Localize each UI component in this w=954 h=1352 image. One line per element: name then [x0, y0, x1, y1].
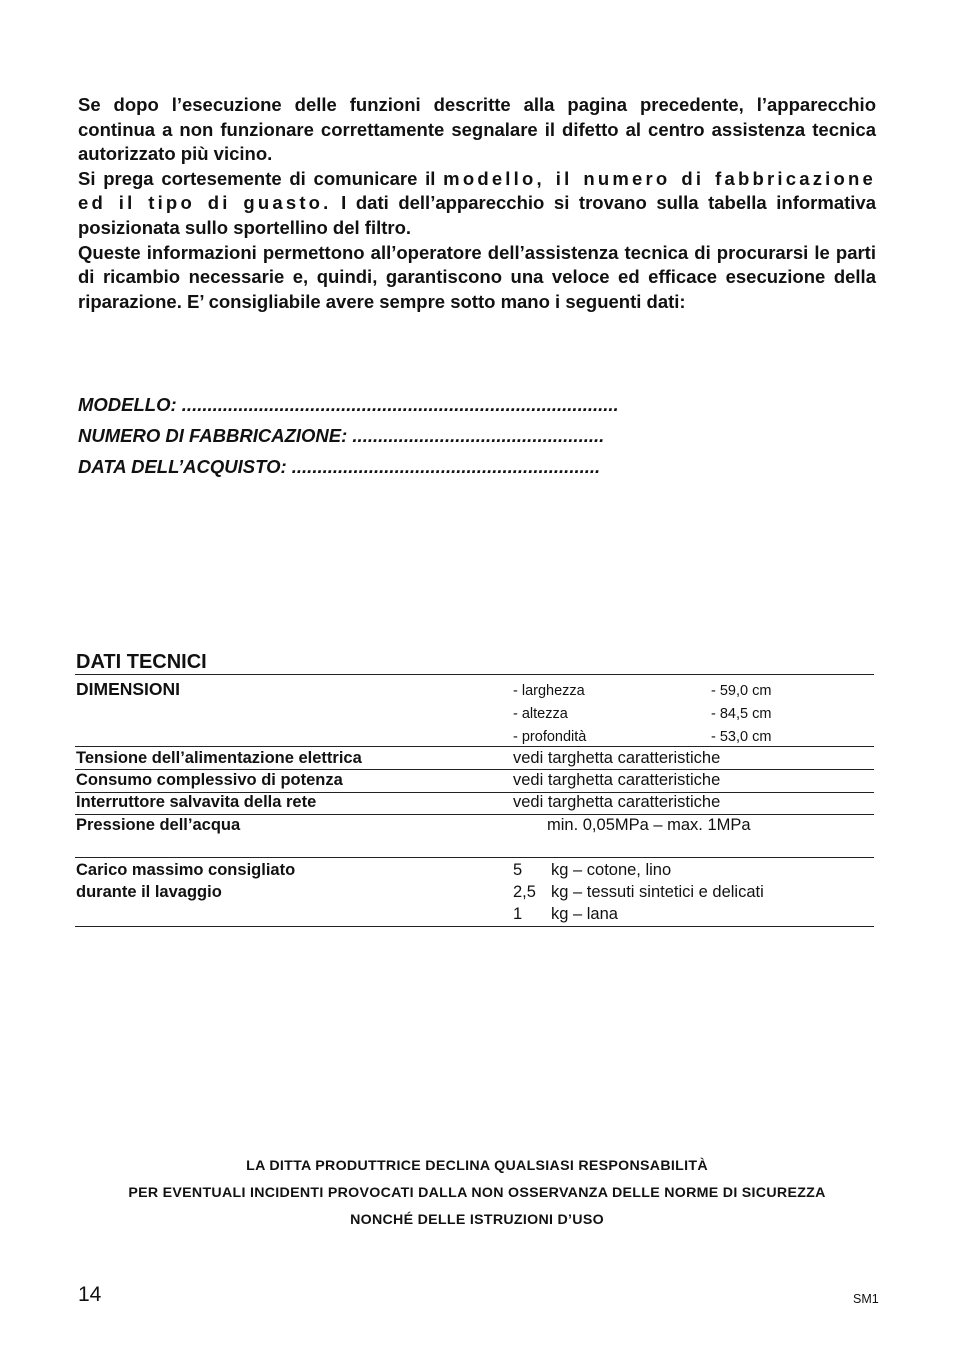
disclaimer-line-2: PER EVENTUALI INCIDENTI PROVOCATI DALLA NON OSSERVANZA DELLE NORME DI SICUREZZA [128, 1185, 826, 1201]
table-row [75, 793, 874, 815]
field-data-dots: ............................................................ [291, 456, 601, 477]
row-label: Consumo complessivo di potenza [76, 771, 343, 789]
dimension-value: - 53,0 cm [711, 729, 772, 745]
row-value: vedi targhetta caratteristiche [513, 771, 721, 789]
field-numero-label: NUMERO DI FABBRICAZIONE: [78, 425, 348, 446]
load-item [513, 881, 853, 903]
dimension-item [513, 682, 833, 705]
row-label: Pressione dell’acqua [76, 816, 241, 834]
intro-paragraph-3: Queste informazioni permettono all’operatore dell’assistenza tecnica di procurarsi le parti di ricambio necessarie e, quindi, garantiscono una veloce ed efficace esecuzione della riparazione. E’ consigliabile avere sempre sotto mano i seguenti dati: [78, 241, 876, 312]
load-desc: kg – lana [551, 905, 618, 923]
load-label [76, 859, 295, 903]
field-data-label: DATA DELL’ACQUISTO: [78, 456, 287, 477]
field-modello-label: MODELLO: [78, 394, 177, 415]
load-qty: 1 [513, 905, 523, 923]
load-label-line-1: Carico massimo consigliato [76, 861, 296, 879]
dimension-value: - 84,5 cm [711, 706, 772, 722]
intro-paragraph-1: Se dopo l’esecuzione delle funzioni descritte alla pagina precedente, l’apparecchio continua a non funzionare correttamente segnalare il difetto al centro assistenza tecnica autorizzato più vicino. [78, 94, 876, 165]
intro-p2-before: Si prega cortesemente di comunicare il [78, 167, 436, 189]
row-value: vedi targhetta caratteristiche [513, 793, 721, 811]
dimension-name: - profondità [513, 729, 587, 745]
dimension-item [513, 705, 833, 728]
load-desc: kg – tessuti sintetici e delicati [551, 883, 764, 901]
dimension-value: - 59,0 cm [711, 683, 772, 699]
intro-p2-emphasis: modello, il numero di fabbricazione ed il tipo di guasto. [78, 167, 876, 214]
field-data-acquisto [78, 453, 698, 484]
load-label-line-2: durante il lavaggio [76, 883, 222, 901]
load-qty: 5 [513, 861, 523, 879]
row-label: Tensione dell’alimentazione elettrica [76, 749, 362, 767]
load-item [513, 859, 853, 881]
field-numero-fabbricazione [78, 422, 698, 453]
table-row [75, 770, 874, 793]
field-numero-dots: ................................................. [352, 425, 605, 446]
dimensions-list [513, 682, 833, 751]
disclaimer-line-3: NONCHÉ DELLE ISTRUZIONI D’USO [350, 1212, 604, 1228]
row-value: vedi targhetta caratteristiche [513, 749, 721, 767]
intro-paragraph-2 [78, 167, 876, 241]
table-row-carico [75, 858, 874, 927]
disclaimer-line-1: LA DITTA PRODUTTRICE DECLINA QUALSIASI RESPONSABILITÀ [246, 1158, 708, 1174]
row-label: Interruttore salvavita della rete [76, 793, 317, 811]
intro-p2-after: I dati dell’apparecchio si trovano sulla tabella informativa posizionata sullo sportellino del filtro. [78, 192, 876, 238]
table-row-dimensioni [75, 675, 874, 747]
page-number: 14 [78, 1283, 102, 1306]
field-modello-dots: ..................................................................................... [181, 394, 619, 415]
safety-disclaimer [60, 1153, 894, 1234]
load-list [513, 859, 853, 925]
page-code: SM1 [853, 1292, 879, 1306]
table-row [75, 747, 874, 770]
section-title-dati-tecnici: DATI TECNICI [76, 651, 207, 673]
table-row [75, 815, 874, 858]
load-item [513, 903, 853, 925]
dimensions-label: DIMENSIONI [76, 679, 181, 699]
appliance-data-fields [78, 391, 698, 484]
load-desc: kg – cotone, lino [551, 861, 672, 879]
dimension-name: - larghezza [513, 683, 585, 699]
load-qty: 2,5 [513, 883, 536, 901]
dimension-name: - altezza [513, 706, 568, 722]
intro-text [78, 93, 876, 314]
tech-data-table [75, 674, 874, 927]
field-modello [78, 391, 698, 422]
row-value: min. 0,05MPa – max. 1MPa [547, 816, 751, 834]
